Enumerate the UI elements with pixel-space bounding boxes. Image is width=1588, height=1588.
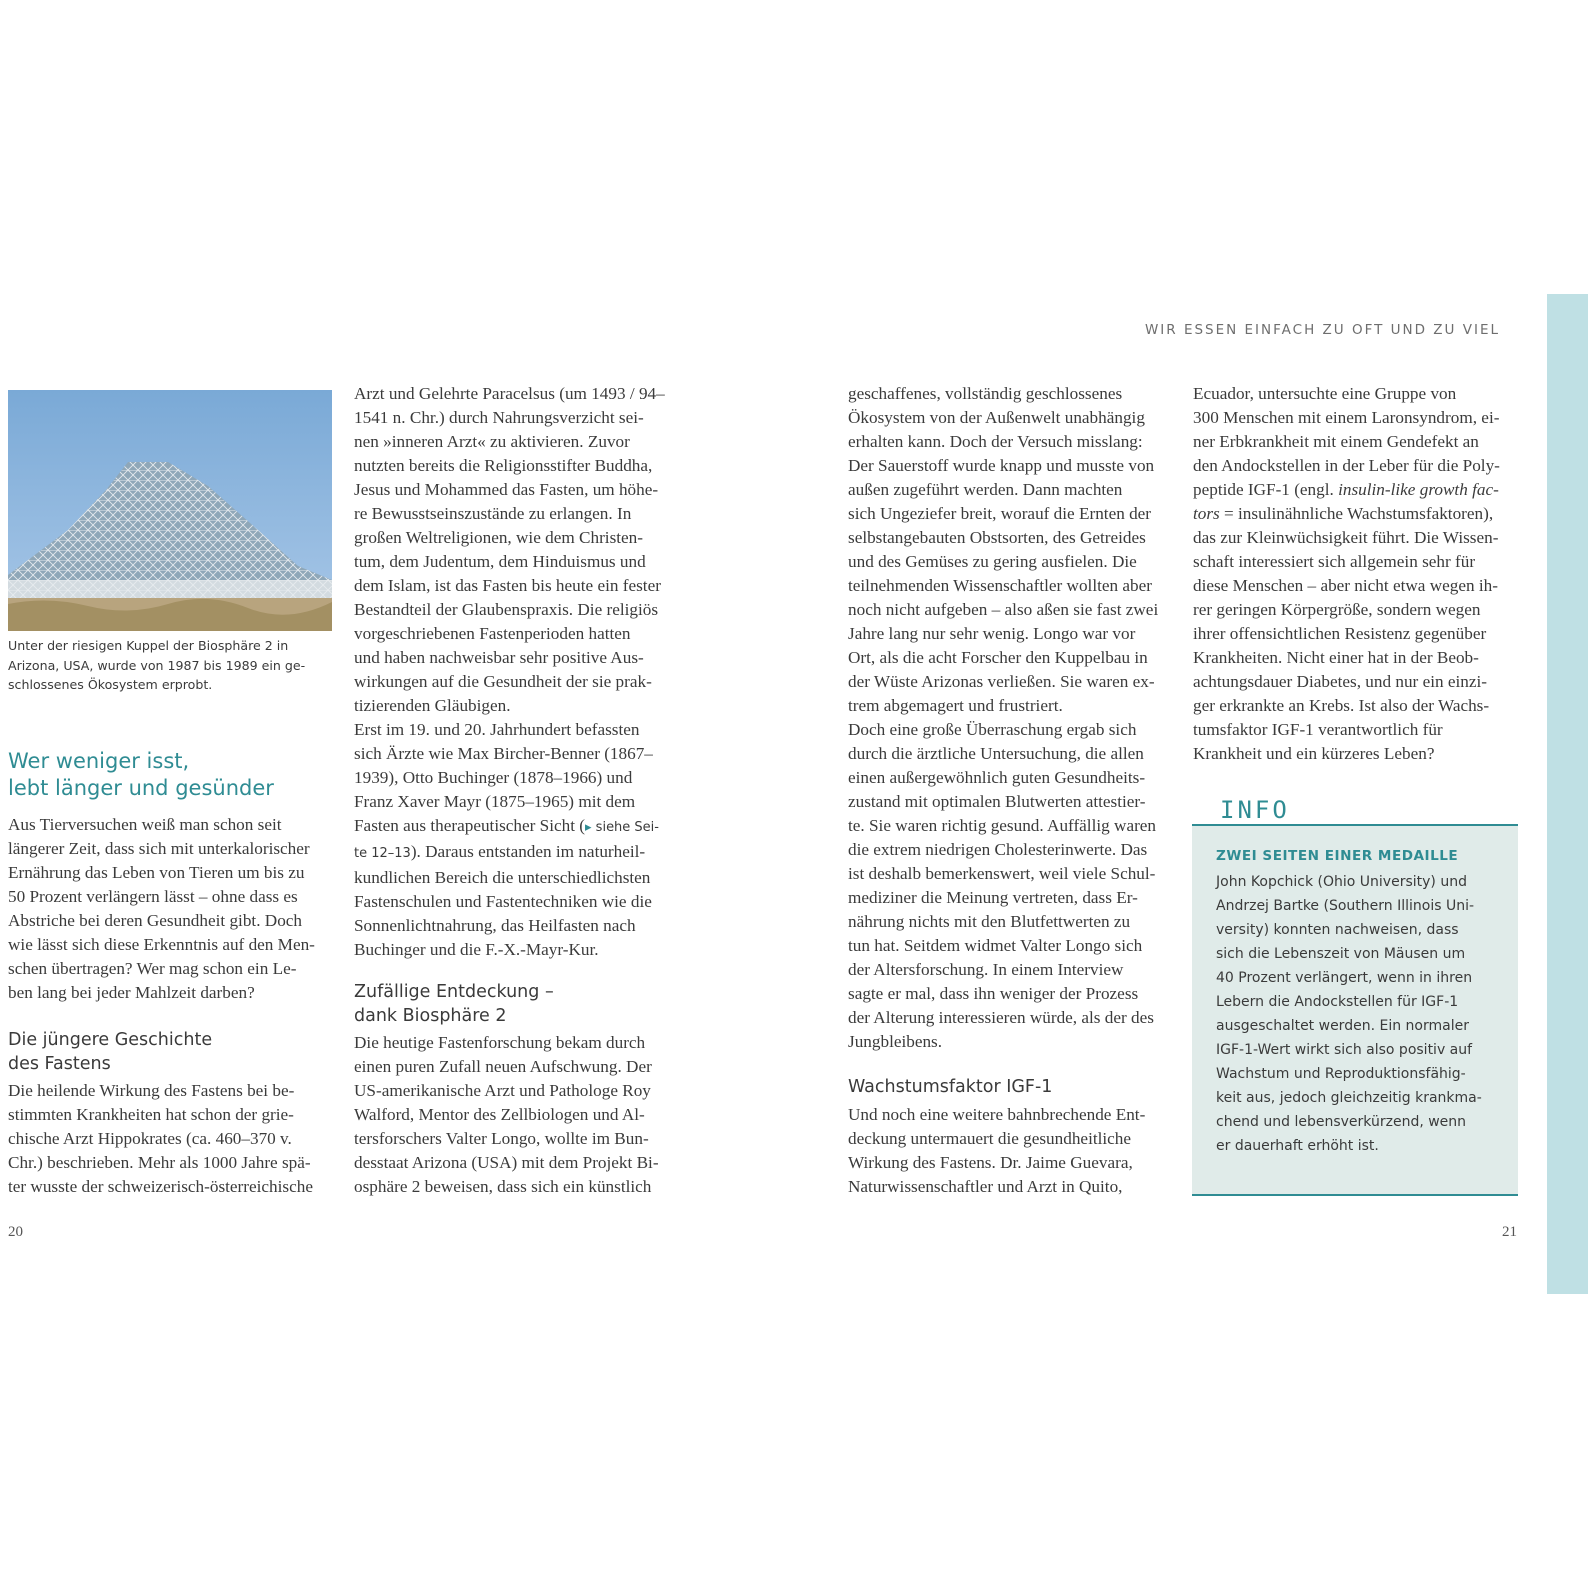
info-box — [1192, 796, 1518, 1196]
text-line: rer geringen Körpergröße, sondern wegen — [1193, 600, 1481, 619]
text-line: 300 Menschen mit einem Laronsyndrom, ei- — [1193, 408, 1500, 427]
text-fragment: Fasten aus therapeutischer Sicht ( — [354, 816, 586, 835]
text-line: einen außergewöhnlich guten Gesundheits- — [848, 768, 1146, 787]
text-line: Jesus und Mohammed das Fasten, um höhe- — [354, 480, 659, 499]
heading-line: lebt länger und gesünder — [8, 776, 274, 800]
subheading-geschichte — [8, 1028, 212, 1076]
text-line: Und noch eine weitere bahnbrechende Ent- — [848, 1105, 1146, 1124]
caption-line: Unter der riesigen Kuppel der Biosphäre 2 in — [8, 638, 289, 653]
info-line: chend und lebensverkürzend, wenn — [1216, 1114, 1467, 1130]
text-line: außen zugeführt werden. Dann machten — [848, 480, 1123, 499]
text-line: chische Arzt Hippokrates (ca. 460–370 v. — [8, 1129, 292, 1148]
text-line: kundlichen Bereich die unterschiedlichsten — [354, 868, 651, 887]
text-line: nen »inneren Arzt« zu aktivieren. Zuvor — [354, 432, 630, 451]
text-line-with-xref — [354, 840, 665, 866]
text-line: stimmten Krankheiten hat schon der grie- — [8, 1105, 294, 1124]
text-line: deckung untermauert die gesundheitliche — [848, 1129, 1132, 1148]
info-line: Andrzej Bartke (Southern Illinois Uni- — [1216, 898, 1475, 914]
text-line: 1541 n. Chr.) durch Nahrungsverzicht sei- — [354, 408, 644, 427]
text-line: Krankheiten. Nicht einer hat in der Beob- — [1193, 648, 1479, 667]
text-line: ihrer offensichtlichen Resistenz gegenüber — [1193, 624, 1487, 643]
info-line: Wachstum und Reproduktionsfähig- — [1216, 1066, 1466, 1082]
text-line: sagte er mal, dass ihn weniger der Prozess — [848, 984, 1139, 1003]
heading-line: des Fastens — [8, 1054, 111, 1074]
info-line: John Kopchick (Ohio University) und — [1216, 874, 1467, 890]
text-line: Abstriche bei deren Gesundheit gibt. Doch — [8, 911, 303, 930]
text-line: Naturwissenschaftler und Arzt in Quito, — [848, 1177, 1123, 1196]
biosphere-photo — [8, 390, 332, 631]
text-line: Fastenschulen und Fastentechniken wie die — [354, 892, 652, 911]
info-heading: ZWEI SEITEN EINER MEDAILLE — [1216, 848, 1459, 864]
text-line: Ort, als die acht Forscher den Kuppelbau in — [848, 648, 1148, 667]
text-line: trem abgemagert und frustriert. — [848, 696, 1063, 715]
text-line: Erst im 19. und 20. Jahrhundert befassten — [354, 720, 640, 739]
text-line: tum, dem Judentum, dem Hinduismus und — [354, 552, 646, 571]
text-line: den Andockstellen in der Leber für die Poly- — [1193, 456, 1500, 475]
text-line: Wirkung des Fastens. Dr. Jaime Guevara, — [848, 1153, 1133, 1172]
text-line: das zur Kleinwüchsigkeit führt. Die Wissen- — [1193, 528, 1499, 547]
xref-arrow-icon[interactable]: ▸ — [585, 820, 592, 835]
info-line: Lebern die Andockstellen für IGF-1 — [1216, 994, 1459, 1010]
text-line: 1939), Otto Buchinger (1878–1966) und — [354, 768, 633, 787]
column-3 — [848, 382, 1158, 1054]
text-line: Der Sauerstoff wurde knapp und musste von — [848, 456, 1155, 475]
text-line: tersforschers Valter Longo, wollte im Bun- — [354, 1129, 649, 1148]
text-line: ter wusste der schweizerisch-österreichische — [8, 1177, 313, 1196]
text-line: Krankheit und ein kürzeres Leben? — [1193, 744, 1435, 763]
text-line: teilnehmenden Wissenschaftler wollten aber — [848, 576, 1152, 595]
info-line: IGF-1-Wert wirkt sich also positiv auf — [1216, 1042, 1473, 1058]
heading-line: dank Biosphäre 2 — [354, 1006, 507, 1026]
info-panel — [1192, 824, 1518, 1196]
text-line: selbstangebauten Obstsorten, des Getreides — [848, 528, 1146, 547]
page-reference-link[interactable]: te 12–13 — [354, 846, 411, 861]
text-line: re Bewusstseinszustände zu erlangen. In — [354, 504, 632, 523]
text-line — [1193, 478, 1500, 502]
text-line: tizierenden Gläubigen. — [354, 696, 511, 715]
text-line: noch nicht aufgeben – also aßen sie fast zwei — [848, 600, 1159, 619]
info-line: ausgeschaltet werden. Ein normaler — [1216, 1018, 1469, 1034]
text-line: der Wüste Arizonas verließen. Sie waren ex- — [848, 672, 1155, 691]
info-line: er dauerhaft erhöht ist. — [1216, 1138, 1379, 1154]
heading-line: Zufällige Entdeckung – — [354, 982, 554, 1002]
text-line: Arzt und Gelehrte Paracelsus (um 1493 / 94– — [354, 384, 665, 403]
text-line: schaft interessiert sich allgemein sehr für — [1193, 552, 1476, 571]
text-line: Ecuador, untersuchte eine Gruppe von — [1193, 384, 1457, 403]
text-line: der Alterung interessieren würde, als der des — [848, 1008, 1154, 1027]
text-line: Jahre lang nur sehr wenig. Longo war vor — [848, 624, 1136, 643]
text-line: durch die ärztliche Untersuchung, die allen — [848, 744, 1144, 763]
column-4 — [1193, 382, 1500, 766]
text-line: Sonnenlichtnahrung, das Heilfasten nach — [354, 916, 636, 935]
column-2 — [354, 382, 665, 962]
text-line: Walford, Mentor des Zellbiologen und Al- — [354, 1105, 645, 1124]
text-line: mediziner die Meinung vertreten, dass Er- — [848, 888, 1138, 907]
text-line: achtungsdauer Diabetes, und nur ein einzi- — [1193, 672, 1487, 691]
text-line: nährung nichts mit den Blutfettwerten zu — [848, 912, 1131, 931]
info-line: sich die Lebenszeit von Mäusen um — [1216, 946, 1466, 962]
text-line: erhalten kann. Doch der Versuch misslang: — [848, 432, 1143, 451]
heading-line: Wachstumsfaktor IGF-1 — [848, 1077, 1053, 1097]
caption-line: Arizona, USA, wurde von 1987 bis 1989 ein ge- — [8, 657, 306, 673]
text-line: geschaffenes, vollständig geschlossenes — [848, 384, 1123, 403]
text-fragment: peptide IGF-1 (engl. — [1193, 480, 1339, 499]
text-line: dem Islam, ist das Fasten bis heute ein fester — [354, 576, 661, 595]
text-line: Buchinger und die F.-X.-Mayr-Kur. — [354, 940, 599, 959]
photo-caption — [8, 636, 305, 695]
running-head: WIR ESSEN EINFACH ZU OFT UND ZU VIEL — [1144, 322, 1500, 338]
text-line: einen puren Zufall neuen Aufschwung. Der — [354, 1057, 652, 1076]
text-line-with-xref — [354, 814, 665, 840]
info-line: keit aus, jedoch gleichzeitig krankma- — [1216, 1090, 1482, 1106]
italic-term: tors — [1193, 504, 1220, 523]
text-fragment: = insulinähnliche Wachstumsfaktoren), — [1219, 504, 1494, 523]
text-line: längerer Zeit, dass sich mit unterkalorischer — [8, 839, 310, 858]
text-line: 50 Prozent verlängern lässt – ohne dass es — [8, 887, 298, 906]
text-line: Ernährung das Leben von Tieren um bis zu — [8, 863, 305, 882]
text-line: schen übertragen? Wer mag schon ein Le- — [8, 959, 297, 978]
text-line: Die heilende Wirkung des Fastens bei be- — [8, 1081, 295, 1100]
text-line: sich Ärzte wie Max Bircher-Benner (1867– — [354, 744, 653, 763]
text-line: zustand mit optimalen Blutwerten attestier- — [848, 792, 1146, 811]
italic-term: insulin-like growth fac- — [1338, 480, 1499, 499]
text-line: und des Gemüses zu gering ausfielen. Die — [848, 552, 1137, 571]
text-line: US-amerikanische Arzt und Pathologe Roy — [354, 1081, 651, 1100]
text-line: Franz Xaver Mayr (1875–1965) mit dem — [354, 792, 636, 811]
heading-line: Die jüngere Geschichte — [8, 1030, 213, 1050]
text-line: osphäre 2 beweisen, dass sich ein künstlich — [354, 1177, 652, 1196]
page-number-right: 21 — [1502, 1224, 1517, 1240]
info-title: INFO — [1220, 796, 1290, 824]
page-edge-color-bar — [1547, 294, 1588, 1294]
caption-line: schlossenes Ökosystem erprobt. — [8, 677, 213, 692]
text-line: der Altersforschung. In einem Interview — [848, 960, 1124, 979]
subheading-entdeckung — [354, 980, 554, 1028]
text-line: tun hat. Seitdem widmet Valter Longo sich — [848, 936, 1143, 955]
page-reference-link[interactable]: siehe Sei- — [591, 820, 659, 835]
text-line: vorgeschriebenen Fastenperioden hatten — [354, 624, 631, 643]
text-line — [1193, 502, 1500, 526]
column-1-geschichte — [8, 1079, 313, 1199]
text-line: Chr.) beschrieben. Mehr als 1000 Jahre spä- — [8, 1153, 311, 1172]
info-line: 40 Prozent verlängert, wenn in ihren — [1216, 970, 1473, 986]
text-line: Bestandteil der Glaubenspraxis. Die religiös — [354, 600, 659, 619]
column-2-entdeckung — [354, 1031, 659, 1199]
text-line: Doch eine große Überraschung ergab sich — [848, 720, 1137, 739]
info-line: versity) konnten nachweisen, dass — [1216, 922, 1459, 938]
text-line: die extrem niedrigen Cholesterinwerte. Das — [848, 840, 1148, 859]
text-line: ist deshalb bemerkenswert, weil viele Schul- — [848, 864, 1156, 883]
text-line: nutzten bereits die Religionsstifter Buddha, — [354, 456, 653, 475]
text-line: diese Menschen – aber nicht etwa wegen ih- — [1193, 576, 1498, 595]
text-line: Jungbleibens. — [848, 1032, 943, 1051]
text-line: Die heutige Fastenforschung bekam durch — [354, 1033, 646, 1052]
text-line: ben lang bei jeder Mahlzeit darben? — [8, 983, 255, 1002]
heading-line: Wer weniger isst, — [8, 749, 190, 773]
info-body — [1216, 870, 1518, 1158]
column-1-intro — [8, 813, 315, 1005]
section-heading — [8, 748, 274, 802]
text-line: ner Erbkrankheit mit einem Gendefekt an — [1193, 432, 1479, 451]
text-line: desstaat Arizona (USA) mit dem Projekt Bi- — [354, 1153, 659, 1172]
column-3-igf — [848, 1103, 1145, 1199]
text-line: tumsfaktor IGF-1 verantwortlich für — [1193, 720, 1443, 739]
subheading-igf — [848, 1075, 1052, 1099]
text-fragment: ). Daraus entstanden im naturheil- — [410, 842, 646, 861]
text-line: Ökosystem von der Außenwelt unabhängig — [848, 408, 1145, 427]
text-line: wirkungen auf die Gesundheit der sie prak- — [354, 672, 652, 691]
text-line: te. Sie waren richtig gesund. Auffällig waren — [848, 816, 1157, 835]
text-line: großen Weltreligionen, wie dem Christen- — [354, 528, 643, 547]
page-number-left: 20 — [8, 1224, 23, 1240]
text-line: und haben nachweisbar sehr positive Aus- — [354, 648, 644, 667]
text-line: wie lässt sich diese Erkenntnis auf den Men- — [8, 935, 315, 954]
text-line: ger erkrankte an Krebs. Ist also der Wachs- — [1193, 696, 1490, 715]
text-line: Aus Tierversuchen weiß man schon seit — [8, 815, 282, 834]
text-line: sich Ungeziefer breit, worauf die Ernten der — [848, 504, 1152, 523]
